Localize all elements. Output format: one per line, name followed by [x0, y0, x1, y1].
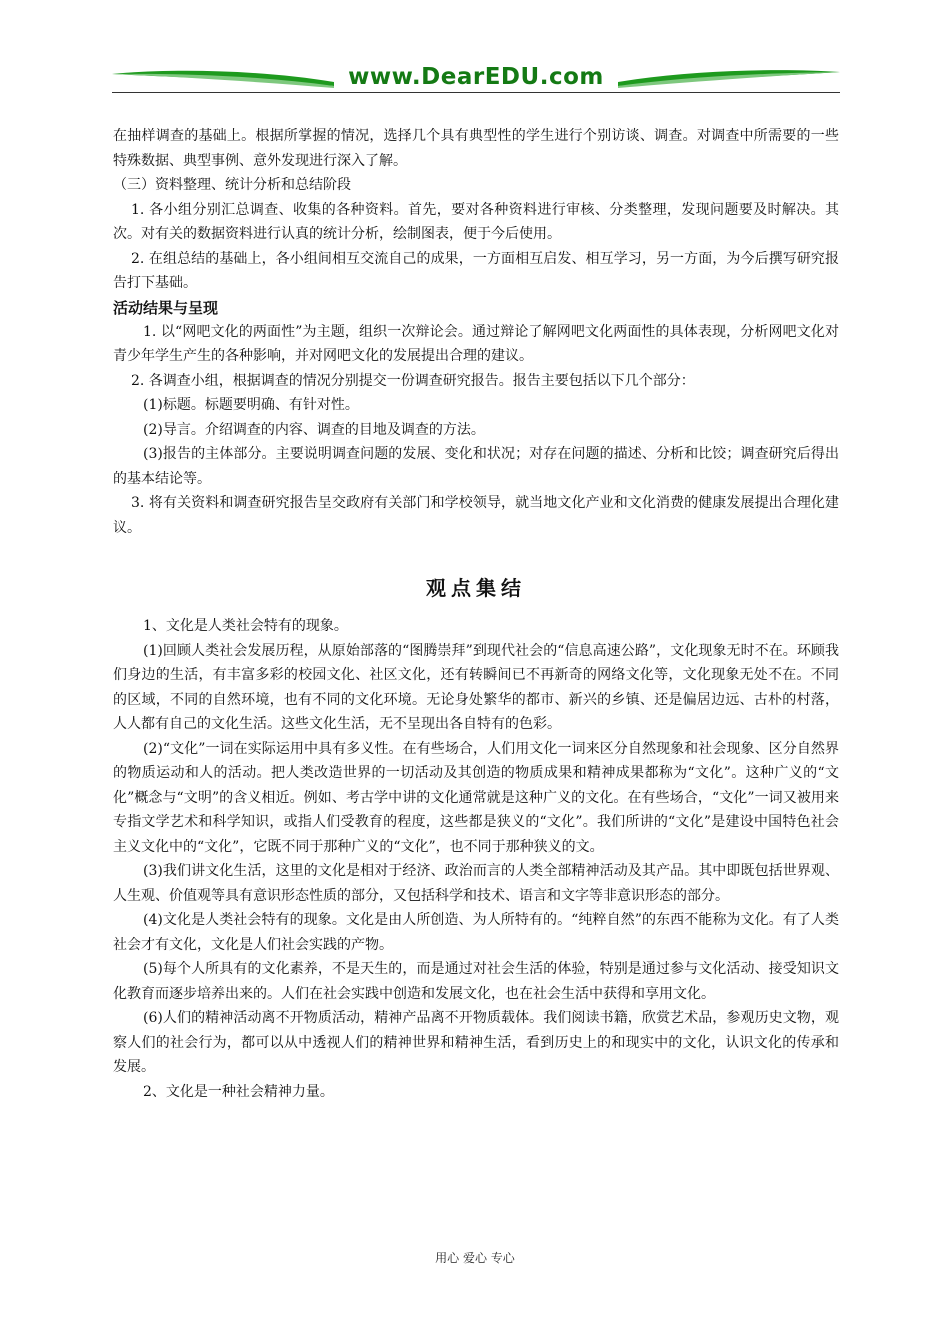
- paragraph: (1)标题。标题要明确、有针对性。: [143, 397, 359, 413]
- paragraph: 1. 以“网吧文化的两面性”为主题，组织一次辩论会。通过辩论了解网吧文化两面性的具体表现，分析网吧文化对青少年学生产生的各种影响，并对网吧文化的发展提出合理的建议。: [113, 323, 839, 364]
- paragraph: （三）资料整理、统计分析和总结阶段: [113, 177, 351, 193]
- document-body: [113, 124, 839, 1104]
- site-logo-text: www.DearEDU.com: [348, 64, 604, 90]
- paragraph: 1. 各小组分别汇总调查、收集的各种资料。首先，要对各种资料进行审核、分类整理，发现问题要及时解决。其次。对有关的数据资料进行认真的统计分析，绘制图表，便于今后使用。: [113, 201, 839, 242]
- section-heading: 活动结果与呈现: [113, 298, 219, 317]
- page-header: [112, 62, 840, 94]
- paragraph: (2)“文化”一词在实际运用中具有多义性。在有些场合，人们用文化一词来区分自然现象和社会现象、区分自然界的物质运动和人的活动。把人类改造世界的一切活动及其创造的物质成果和精神成果都称为“文化”。这种广义的“文化”概念与“文明”的含义相近。例如、考古学中讲的文化通常就是这种广义的文化。在有些场合，“文化”一词又被用来专指文学艺术和科学知识，或指人们受教育的程度，这些都是狭义的“文化”。我们所讲的“文化”是建设中国特色社会主义文化中的“文化”，它既不同于那种广义的“文化”，也不同于那种狭义的文。: [113, 740, 839, 855]
- paragraph: (3)我们讲文化生活，这里的文化是相对于经济、政治而言的人类全部精神活动及其产品。其中即既包括世界观、人生观、价值观等具有意识形态性质的部分，又包括科学和技术、语言和文字等非意识形态的部分。: [113, 863, 839, 904]
- paragraph: (1)回顾人类社会发展历程，从原始部落的“图腾崇拜”到现代社会的“信息高速公路”，文化现象无时不在。环顾我们身边的生活，有丰富多彩的校园文化、社区文化，还有转瞬间已不再新奇的网络文化等，文化现象无处不在。不同的区域，不同的自然环境，也有不同的文化环境。无论身处繁华的都市、新兴的乡镇、还是偏居边远、古朴的村落，人人都有自己的文化生活。这些文化生活，无不呈现出各自特有的色彩。: [113, 642, 839, 732]
- paragraph: 在抽样调查的基础上。根据所掌握的情况，选择几个具有典型性的学生进行个别访谈、调查。对调查中所需要的一些特殊数据、典型事例、意外发现进行深入了解。: [113, 128, 839, 169]
- page-footer: 用心 爱心 专心: [435, 1251, 515, 1265]
- paragraph: 2. 各调查小组，根据调查的情况分别提交一份调查研究报告。报告主要包括以下几个部分：: [131, 372, 695, 389]
- paragraph: (5)每个人所具有的文化素养，不是天生的，而是通过对社会生活的体验，特别是通过参与文化活动、接受知识文化教育而逐步培养出来的。人们在社会实践中创造和发展文化，也在社会生活中获得和享用文化。: [113, 961, 839, 1002]
- paragraph: (6)人们的精神活动离不开物质活动，精神产品离不开物质载体。我们阅读书籍，欣赏艺术品，参观历史文物，观察人们的社会行为，都可以从中透视人们的精神世界和精神生活，看到历史上的和现实中的文化，认识文化的传承和发展。: [113, 1010, 839, 1075]
- paragraph: 2. 在组总结的基础上，各小组间相互交流自己的成果，一方面相互启发、相互学习，另一方面，为今后撰写研究报告打下基础。: [113, 250, 839, 291]
- paragraph: 3. 将有关资料和调查研究报告呈交政府有关部门和学校领导，就当地文化产业和文化消费的健康发展提出合理化建议。: [113, 495, 839, 536]
- section-title: 观点集结: [426, 576, 526, 600]
- paragraph: 1、文化是人类社会特有的现象。: [143, 618, 348, 634]
- paragraph: (2)导言。介绍调查的内容、调查的目地及调查的方法。: [143, 421, 485, 438]
- paragraph: (3)报告的主体部分。主要说明调查问题的发展、变化和状况；对存在问题的描述、分析和比饺；调查研究后得出的基本结论等。: [113, 446, 839, 487]
- header-rule: [112, 92, 840, 93]
- paragraph: (4)文化是人类社会特有的现象。文化是由人所创造、为人所特有的。“纯粹自然”的东西不能称为文化。有了人类社会才有文化，文化是人们社会实践的产物。: [113, 912, 839, 953]
- paragraph: 2、文化是一种社会精神力量。: [143, 1083, 334, 1100]
